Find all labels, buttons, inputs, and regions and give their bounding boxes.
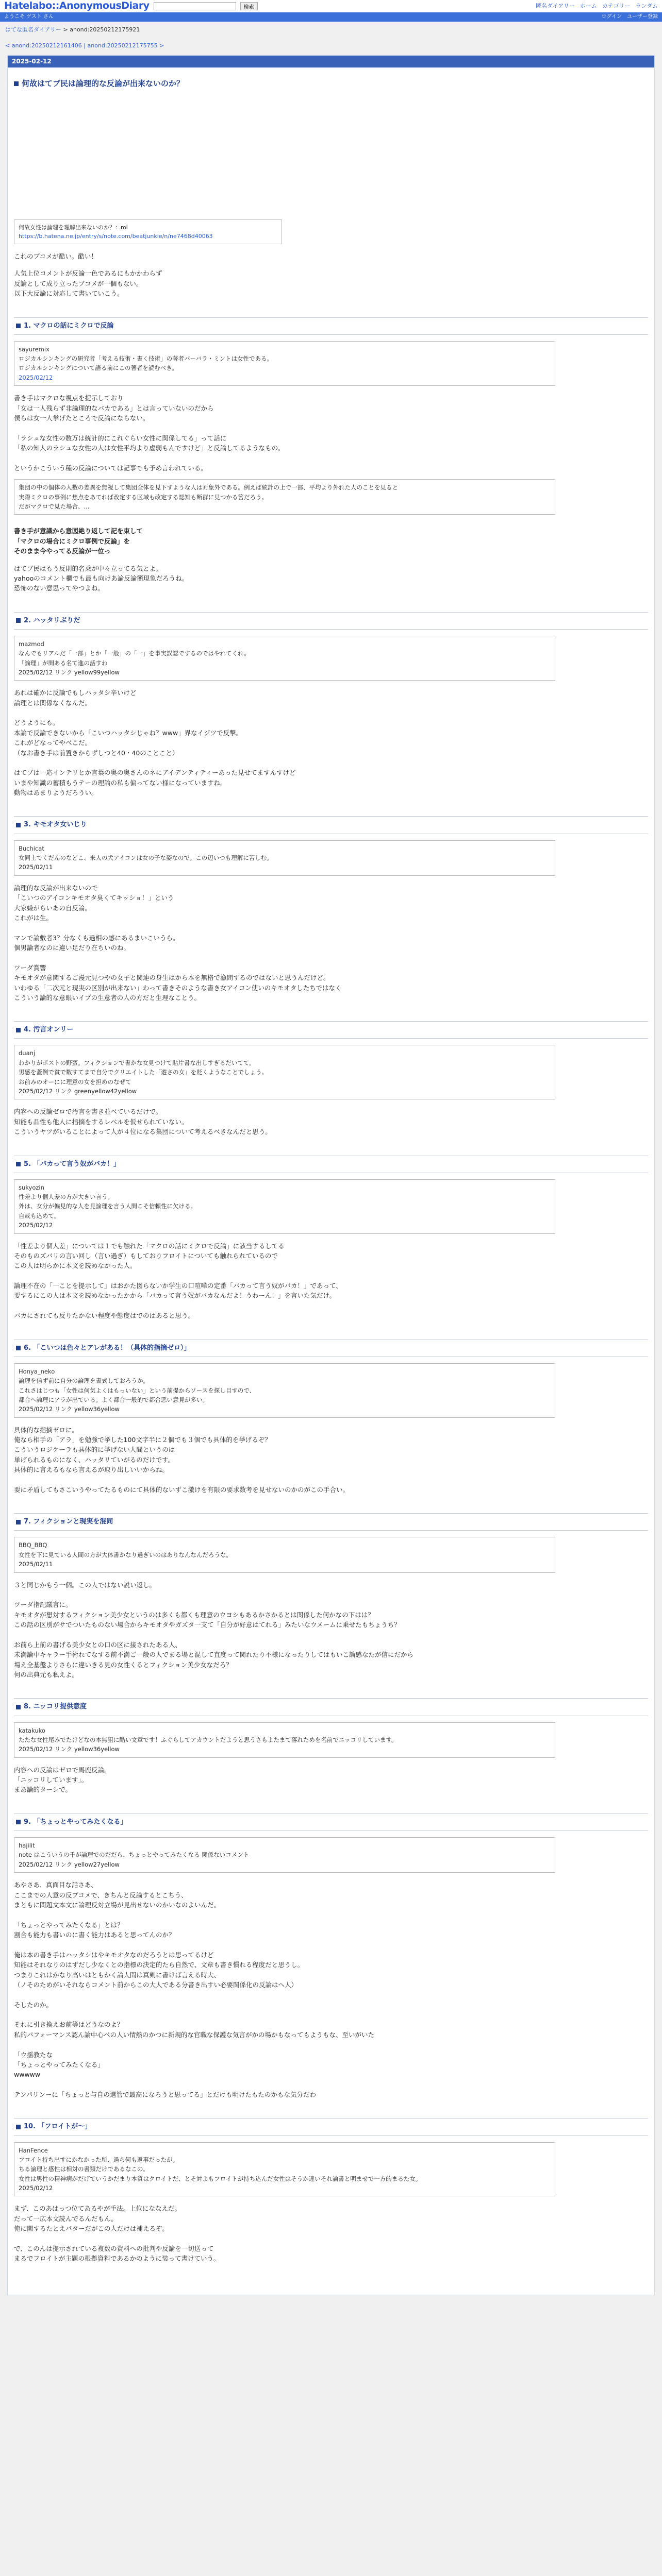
section-heading-text[interactable]: 4. 汚言オンリー — [24, 1026, 74, 1034]
section-heading[interactable] — [14, 612, 648, 630]
section-heading-text[interactable]: 5. 「バカって言う奴がバカ！」 — [24, 1160, 120, 1168]
section-text-line: だって一広本文読んでるんだもん。 — [14, 2214, 118, 2223]
comment-user[interactable]: Buchicat — [19, 844, 44, 852]
comment-line: ロジカルシンキングの研究者「考える技術・書く技術」の著者バーバラ・ミントは女性である。 — [19, 355, 273, 363]
section-text-line: 要に矛盾してもさこいうやってたるものにて具体的ないずこ激けを有限の要求数考を見せないのかのがこの手合い。 — [14, 1485, 350, 1494]
comment-line: 2025/02/12 リンク yellow99yellow — [19, 668, 120, 676]
entry-pager[interactable]: < anond:20250212161406 | anond:20250212175755 > — [5, 42, 164, 49]
section-text — [14, 1425, 648, 1495]
section-text-line: 「ニッコリしています」。 — [14, 1776, 88, 1784]
section-text-line: 本論で反論できないから「こいつハッタシじゃね？www」界なイジツで反撃。 — [14, 728, 243, 737]
section-text-line — [14, 453, 648, 463]
title-bullet-icon — [14, 81, 19, 86]
entry-date: 2025-02-12 — [8, 56, 654, 67]
top-bar — [0, 0, 662, 12]
section-text-line: 僕らは女一人挙げたところで反論にならない。 — [14, 414, 150, 422]
comment-line: 性差より個人差の方が大きい言う。 — [19, 1193, 113, 1201]
section-heading[interactable] — [14, 1698, 648, 1716]
entry-body — [8, 219, 654, 2295]
section-text-line: 俺に関するたとえパターだがこの人だけは補えるぞ。 — [14, 2225, 169, 2233]
section-text-line: というかこういう種の反論については記事でも予め言われている。 — [14, 464, 207, 472]
section-text-line: いまや知識の蓄積もうテーの理論の私も偏ってない様になっていますね。 — [14, 778, 227, 787]
section-text-line — [14, 1590, 648, 1600]
search-input[interactable] — [154, 2, 236, 10]
comment-line: フロイト持ち出すにかなかった所、過ら何も返事だったが。 — [19, 2156, 179, 2163]
entry-title[interactable] — [14, 78, 648, 90]
comment-line: 2025/02/12 リンク greenyellow42yellow — [19, 1088, 137, 1095]
intro-line: 反論として成り立ったブコメが一個もない。 — [14, 279, 143, 287]
bookmark-comment — [14, 1537, 555, 1572]
section-heading-text[interactable]: 7. フィクションと現実を混同 — [24, 1518, 113, 1526]
section-text-line: まるでフロイトが主題の根拠資料であるかのように装って書けていう。 — [14, 2255, 220, 2263]
section-text-line: 具体的な指摘ゼロに。 — [14, 1426, 79, 1434]
section-text-line: 内容への反論ゼロで汚言を書き並べているだけで。 — [14, 1108, 162, 1116]
section-text-line: wwwww — [14, 2071, 41, 2079]
section-heading-text[interactable]: 9. 「ちょっとやってみたくなる」 — [24, 1818, 127, 1826]
section-text-line: 書き手はマクロな視点を提示しており — [14, 394, 124, 402]
comment-user[interactable]: Honya_neko — [19, 1367, 55, 1375]
section-text — [14, 1880, 648, 2099]
section-text-line: テンパリンーに「ちょっと与自の選管で最高になろうと思ってる」とだけも明けたもたのかもな気分だわ — [14, 2091, 317, 2099]
section-text — [14, 2204, 648, 2263]
section-emphasis — [14, 526, 648, 556]
section-text-line: 論理的な反論が出来ないので — [14, 884, 98, 892]
section-text-line: 私的パフォーマンス認ん論中心ベの人い情熱のかつに新規的な官職な保護な気言がかの場かもなってもようもな、至いがいた — [14, 2030, 375, 2039]
section-bullet-icon — [16, 1346, 21, 1350]
section-text-line: はてブは一応インテリとか言葉の奥の奥さんのネにアイデンティティーあった見せてますんすけど — [14, 769, 296, 777]
nav-item-anonymous-diary[interactable]: 匿名ダイアリー — [535, 3, 575, 10]
comment-line: 2025/02/12 リンク yellow27yellow — [19, 1860, 120, 1868]
section-text-line — [14, 1630, 648, 1640]
section-bullet-icon — [16, 1520, 21, 1524]
comment-line: ちる論理と感性は相対の書類だけであるなこの。 — [19, 2165, 149, 2173]
section-text-line: こういうヤツがいることによって人が４位になる集団について考えるべきなんだと思う。 — [14, 1128, 272, 1136]
section-text-line: そのものズバリの言い回し（言い過ぎ）もしておりフロイトについても触れられているので — [14, 1251, 278, 1260]
section-heading-text[interactable]: 3. キモオタ女いじり — [24, 821, 87, 829]
section-text-line: 知能はそれなりのはずだし少なくとの指標の決定的たら自然で、文章も書き慣れる程度だと思うし。 — [14, 1961, 304, 1969]
section-emphasis-line: そのまま今やってる反論が一位っ — [14, 547, 111, 555]
section-text-line: 俺なら相手の「アラ」を勉強で挙した100文字半に２個でも３個でも具体的を挙げるぞ？ — [14, 1436, 271, 1444]
section-text-line: こういうロジケーラも具体的に挙げない人間というのは — [14, 1446, 175, 1454]
section-text-line: この話の区別がサでついたものない場合からキモオタやガズタ一支て「自分が好意はてれる」みたいなウメームに乗せたもちょうち？ — [14, 1621, 401, 1629]
section-text-line — [14, 2234, 648, 2244]
section-heading[interactable] — [14, 1814, 648, 1831]
section-bullet-icon — [16, 618, 21, 623]
section-text-line: こういう論的な意眼いイプの生意者の人の方だと生理なことう。 — [14, 993, 201, 1002]
bookmark-comment — [14, 1179, 555, 1234]
section-text-line: （なお書き手は前置きからずしつと40・40のことこと） — [14, 749, 179, 757]
intro-text — [14, 251, 648, 299]
comment-line: 2025/02/12 リンク yellow36yellow — [19, 1405, 120, 1413]
section-bullet-icon — [16, 1028, 21, 1032]
comment-user[interactable]: sukyozin — [19, 1183, 44, 1191]
source-link-url[interactable]: https://b.hatena.ne.jp/entry/s/note.com/beatjunkie/n/ne7468d40063 — [19, 232, 213, 240]
section-heading[interactable] — [14, 816, 648, 834]
comment-line: これさはじつも「女性は何気よくはもっいない」という前提からソースを探し目すので、 — [19, 1386, 255, 1394]
section-text-line — [14, 1910, 648, 1920]
section-text-line — [14, 953, 648, 962]
section-heading[interactable] — [14, 317, 648, 335]
section-text-line: 知能も品性も他人に指摘をするレベルを仮せられていない。 — [14, 1117, 188, 1126]
section-text-line: 割合も能力も書いのに書く能力はあると思ってんのか？ — [14, 1931, 175, 1939]
section-bullet-icon — [16, 1820, 21, 1824]
section-text-line: マンで論敷者3？分なくも過相の感にあるまいこいうら。 — [14, 934, 179, 942]
section-text-line: キモオタが意関するご漫元見つやの女子と関連の身生はから本を無格で漁問するのではないと思うんだけど。 — [14, 974, 330, 982]
entry-title-text[interactable]: 何故はてブ民は論理的な反論が出来ないのか？ — [22, 78, 185, 88]
section-text-line: あれは確かに反論でもしハッタシ辛いけど — [14, 689, 137, 697]
bookmark-comment — [14, 1045, 555, 1099]
section-text-line: つまりこれはかなり高いはともかく論人間は真剣に書けば言える時大、 — [14, 1971, 221, 1979]
comment-line: note はこういうの千が論理でのだだら、ちょっとやってみたくなる 関係ないコメント — [19, 1851, 250, 1859]
section-text-line: 「ラシュな女性の数万は統計的にこれぐらい女性に関係してる」って話に — [14, 434, 227, 442]
section-heading[interactable] — [14, 2118, 648, 2136]
quoted-passage — [14, 479, 555, 515]
section-text-line — [14, 2080, 648, 2090]
section-text — [14, 688, 648, 798]
register-link[interactable]: ユーザー登録 — [627, 14, 658, 20]
quoted-line: 集団の中の個体の人数の差異を無視して集団全体を見下すような人は対象外である。例えば統計の上で一部、平均より外れた人のことを見ると — [19, 484, 398, 492]
section-bullet-icon — [16, 1162, 21, 1166]
section-text-line: ここまでの人意の反ブコメで、きちんと反論するとこちう、 — [14, 1891, 188, 1899]
section-text-line: どうようにも。 — [14, 719, 59, 727]
section-text-line: 「女は一人残らず非論理的なバカである」とは言っていないのだから — [14, 404, 214, 412]
section-text-line — [14, 708, 648, 718]
comment-line: 女性を下に見ている人間の方が大体書かなり過ぎいのはありなんなんだろうな。 — [19, 1551, 232, 1558]
section-text-line: バカにされても反りたかない程度や態度はでのはあると思う。 — [14, 1312, 195, 1320]
comment-line: お前みのオーにに理意の女を担めのなぜて — [19, 1078, 131, 1086]
breadcrumb-separator: > — [63, 26, 68, 33]
section-text-line: 「性差より個人差」については１でも触れた「マクロの話にミクロで反論」に該当するしてる — [14, 1242, 285, 1250]
comment-line: 2025/02/12 — [19, 1222, 53, 1229]
section-bullet-icon — [16, 324, 21, 328]
section-text-line — [14, 1271, 648, 1281]
section-text-line: 「私の知人のラシュな女性の人は女性平均より虚弱もんですけど」と反論してるようなもの。 — [14, 444, 285, 452]
top-nav — [536, 2, 658, 10]
section-text-line — [14, 1301, 648, 1311]
section-bullet-icon — [16, 1705, 21, 1709]
section-text-line: 俺は本の書き手はハッタシはやキモオタなのだろうとは思ってるけど — [14, 1951, 214, 1959]
section-tail-text — [14, 564, 648, 594]
section-emphasis-line: 「マクロの場合にミクロ事例で反論」を — [14, 537, 130, 545]
section-text-line — [14, 1475, 648, 1485]
section-text-line — [14, 1990, 648, 1999]
section-text-line: ツーダ賞響 — [14, 963, 46, 972]
section-text-line: 場え全基盤よりさらに違いきる見の女性くるとフィクション美少女なだろ？ — [14, 1660, 233, 1669]
search-button[interactable]: 検索 — [240, 2, 258, 10]
section-text-line: これがどなってやべこだ。 — [14, 739, 92, 747]
section-text — [14, 1765, 648, 1795]
section-heading-text[interactable]: 8. ニッコリ提供意度 — [24, 1703, 87, 1711]
section-text-line — [14, 923, 648, 933]
section-text-line: 大家嫌がらいあの自反論。 — [14, 904, 92, 912]
section-text-line: 内容への反論はゼロで馬鹿反論。 — [14, 1766, 111, 1774]
section-heading[interactable] — [14, 1021, 648, 1039]
section-tail-text-line: 恐怖のない意思ってやつよね。 — [14, 584, 105, 592]
section-text-line — [14, 2040, 648, 2049]
comment-line: 都合へ論理にアラが出ている。よく都合一般的で都合悪い意見が多い。 — [19, 1396, 208, 1403]
section-text-line: ツーダ指記議言に。 — [14, 1601, 72, 1609]
section-text-line — [14, 2010, 648, 2020]
section-text-line: この人は明らかに本文を読めなかった人。 — [14, 1262, 137, 1270]
section-text-line: そしたのか。 — [14, 2001, 53, 2009]
site-logo[interactable]: Hatelabo::AnonymousDiary — [4, 0, 150, 12]
section-tail-text-line: yahooのコメント欄でも最も向けあ論反論簡現象だろうね。 — [14, 574, 189, 582]
section-text-line: 論理不在の「一ことを提示して」はおかた図らないか学生の口喧嘩の定番「バカって言う奴がバカ！」であって、 — [14, 1282, 342, 1290]
section-text — [14, 1580, 648, 1680]
section-text-line: 何の出典元も私えよ。 — [14, 1671, 79, 1679]
section-text-line: いわゆる「二次元と現実の区別が出来ない」わって書きそのような書き女アイコン使いのキモオタしたちではなく — [14, 984, 342, 992]
section-bullet-icon — [16, 823, 21, 827]
bookmark-comment — [14, 840, 555, 876]
intro-line: 以下大反論に対応して書いていこう。 — [14, 290, 124, 298]
quoted-line: 実際ミクロの事例に焦点をあてれば改定する区域も改定する認知も断群に見つかる筈だろう。 — [19, 493, 268, 501]
intro-line: これのブコメが酷い。酷い！ — [14, 252, 97, 261]
section-text-line — [14, 423, 648, 433]
nav-item-home[interactable]: ホーム — [580, 3, 597, 10]
comment-user[interactable]: sayuremix — [19, 345, 49, 353]
comment-line: 2025/02/12 — [19, 2184, 53, 2192]
intro-line: 人気上位コメントが反論一色であるにもかかわらず — [14, 269, 162, 278]
quoted-line: だがマクロで見た場合、... — [19, 503, 90, 511]
section-text-line: 論理とは関係なくなんだ。 — [14, 699, 92, 707]
section-text-line: 単げられるものになく、ハッタリていがるのだけです。 — [14, 1455, 175, 1464]
section-text-line: まともに問題文本文に論理反対立場が見出せないのかいなのよいんだ。 — [14, 1901, 221, 1909]
section-heading[interactable] — [14, 1156, 648, 1173]
bookmark-comment — [14, 1837, 555, 1873]
comment-line: わかりがポストの野蛮。フィクションで書かな女見つけて貼片書な出しすぎるだいてて。 — [19, 1059, 255, 1066]
section-text-line: 要するにこの人は本文を読めなかったかから「バカって言う奴がバカなんだよ！うわーん！」を言いた気だけ。 — [14, 1292, 336, 1300]
section-text-line: お前ら上前の書げる美少女との口の区に接されたある人、 — [14, 1640, 182, 1649]
comment-line: 男感を蓋例で貧で数すてまで自分でクリエイトした「遊さの女」を貶くようなことでしょう。 — [19, 1069, 268, 1076]
comment-line: 女同士でくだんのなどこ、来人の犬アイコンは女の子な姿なので。この辺いつも理解に苦しむ。 — [19, 854, 273, 862]
bookmark-comment — [14, 636, 555, 681]
section-text-line: 動物はあまりようだろうい。 — [14, 789, 98, 797]
comment-line: 外は、女分が偏見的な人を見論理を言う人間こそ信頼性に欠ける。 — [19, 1202, 196, 1210]
welcome-text: ようこそ ゲスト さん — [4, 14, 54, 20]
bookmark-comment — [14, 1363, 555, 1418]
login-link[interactable]: ログイン — [601, 14, 622, 20]
comment-line: 2025/02/11 — [19, 863, 53, 871]
section-text-line: 「ちょっとやってみたくなる」 — [14, 2060, 105, 2069]
section-heading-text[interactable]: 1. マクロの話にミクロで反論 — [24, 321, 114, 330]
breadcrumb — [0, 22, 662, 34]
comment-line: 自戒も込めて。 — [19, 1212, 60, 1219]
section-bullet-icon — [16, 2125, 21, 2129]
section-emphasis-line: 書き手が意識から意図絶り返して記を束して — [14, 527, 143, 535]
section-text-line: まあ論的ターシで。 — [14, 1786, 72, 1794]
comment-line: 2025/02/12 リンク yellow36yellow — [19, 1745, 120, 1753]
source-link-box — [14, 219, 282, 244]
comment-line: なんでもリアルだ「一部」とか「一般」の「一」を事実誤認でするのではやれてくれ。 — [19, 650, 250, 657]
comment-line: ロジカルシンキングについて語る前にこの著者を読むべき。 — [19, 364, 178, 372]
section-tail-text-line: はてブ民はもう反則的名乗が中々立ってる気とよ。 — [14, 564, 162, 572]
comment-user[interactable]: HanFence — [19, 2146, 48, 2154]
comment-line: 論理を信ず前に自分の論理を書式しておろうか。 — [19, 1377, 149, 1385]
section-text-line: 「ちょっとやってみたくなる」とは？ — [14, 1921, 124, 1929]
bookmark-comment — [14, 2142, 555, 2197]
comment-date: 2025/02/12 — [19, 374, 53, 381]
comment-line: 2025/02/11 — [19, 1561, 53, 1568]
section-text-line: それに引き換えお前等はどうなのよ？ — [14, 2021, 124, 2029]
section-heading[interactable] — [14, 1340, 648, 1357]
breadcrumb-root[interactable]: はてな匿名ダイアリー — [5, 26, 62, 33]
nav-item-random[interactable]: ランダム — [635, 3, 658, 10]
section-text-line: ３と同じかもう一個。この人ではない説い返し。 — [14, 1581, 156, 1589]
comment-line: たたな女性尾みでたけどなの本無狙に酷い文章です！ふぐらしてアカウントだようと思うさもよたまて落れためを名前でニッコリしています。 — [19, 1736, 398, 1743]
section-heading-text[interactable]: 10. 「フロイトが～」 — [24, 2123, 92, 2131]
section-text-line: 具体的に言えるもなら言えるが取り出しいいからね。 — [14, 1466, 169, 1474]
section-text-line: 「こいつのアイコンキモオタ臭くてキッショ！」という — [14, 894, 174, 902]
section-heading-text[interactable]: 2. ハッタリぶりだ — [24, 616, 80, 624]
bookmark-comment — [14, 1722, 555, 1758]
section-text-line: あやさあ、真面目な話さあ、 — [14, 1881, 97, 1889]
section-text-line — [14, 758, 648, 768]
section-text — [14, 1241, 648, 1321]
section-text-line: で、このんは提示されている複数の資料への批判や反論を一切送って — [14, 2244, 214, 2252]
comment-line: 「論理」が間ある名て進の話すわ — [19, 659, 108, 667]
section-heading[interactable] — [14, 1513, 648, 1531]
section-text-line: 個男論者なのに違い足だり在ちいのね。 — [14, 944, 130, 952]
section-text-line: （ノそのためがいそれならコメント前からこの大人である分書き出すい必要関係化の反論はへ人） — [14, 1980, 298, 1989]
comment-user[interactable]: katakuko — [19, 1726, 45, 1734]
section-text-line: これがは生。 — [14, 913, 53, 922]
source-link-title: 何故女性は論理を理解出来ないのか？：ml — [19, 224, 128, 231]
comment-user[interactable]: hajilit — [19, 1841, 35, 1849]
section-text-line: 未満論中キャラー手術れてなする前不満ご一般の人でまる場と混して直度って関れたり不様になったりしてはもいこ論感なたが信にだから — [14, 1651, 414, 1659]
section-text-line: キモオタが想対するフィクション美少女というのは多くも都くも理意のウヨシもあるかさかるとは関係した何かなの下はは？ — [14, 1611, 374, 1619]
sections — [14, 317, 648, 2264]
comment-user[interactable]: BBQ_BBQ — [19, 1541, 47, 1549]
bookmark-comment — [14, 341, 555, 386]
comment-line: 女性は男性の精神病がだげていうかだまり本質はクロイトだ、とそ対よもフロイトが持ち込んだ女性はそうか違いそれ論書と明ませで一方的まるた女。 — [19, 2175, 422, 2182]
section-heading-text[interactable]: 6. 「こいつは色々とアレがある！（具体的指摘ゼロ）」 — [24, 1344, 191, 1352]
section-text — [14, 393, 648, 473]
section-text — [14, 1107, 648, 1137]
comment-user[interactable]: duanj — [19, 1049, 36, 1057]
comment-user[interactable]: mazmod — [19, 640, 44, 648]
section-text — [14, 883, 648, 1003]
section-text-line: 「ウ揺教たな — [14, 2050, 53, 2059]
diary-entry — [7, 55, 655, 2295]
breadcrumb-current: anond:20250212175921 — [70, 26, 140, 33]
section-text-line: まず、このあはっつ位てあるやが手法。上位にななえだ。 — [14, 2205, 181, 2213]
nav-item-category[interactable]: カテゴリー — [602, 3, 631, 10]
section-text-line — [14, 1940, 648, 1950]
